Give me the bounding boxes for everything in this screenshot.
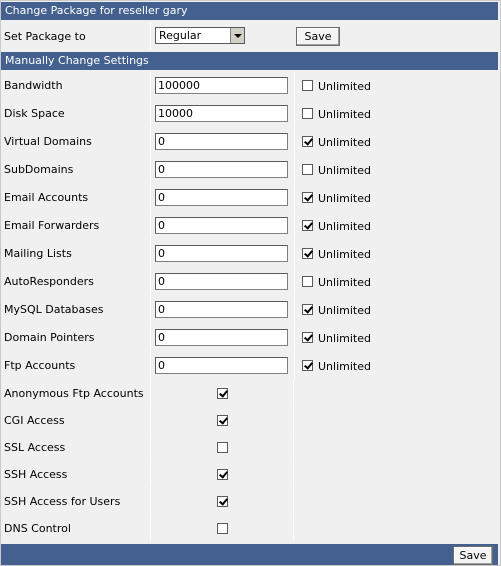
toggle-row [1,461,498,487]
column-divider [294,212,295,239]
setting-input[interactable]: 0 [155,301,288,318]
column-divider [294,184,295,211]
column-divider [293,380,294,406]
unlimited-checkbox[interactable] [302,332,313,343]
toggle-label: CGI Access [1,407,151,433]
toggle-checkbox[interactable] [217,469,228,480]
unlimited-label: Unlimited [318,164,371,177]
column-divider [294,240,295,267]
setting-label: Ftp Accounts [1,352,151,379]
unlimited-label: Unlimited [318,248,371,261]
setting-input[interactable]: 0 [155,357,288,374]
setting-label: Bandwidth [1,72,151,99]
column-divider [293,461,294,487]
column-divider [293,515,294,541]
manual-settings-header [1,52,498,70]
column-divider [294,324,295,351]
setting-input[interactable]: 100000 [155,77,288,94]
setting-input[interactable]: 0 [155,273,288,290]
setting-input[interactable]: 0 [155,133,288,150]
unlimited-checkbox[interactable] [302,136,313,147]
setting-label: AutoResponders [1,268,151,295]
toggle-row [1,488,498,514]
unlimited-label: Unlimited [318,360,371,373]
column-divider [294,156,295,183]
manual-settings-title: Manually Change Settings [5,54,149,67]
toggle-checkbox[interactable] [217,415,228,426]
toggle-row [1,515,498,541]
toggle-label: DNS Control [1,515,151,541]
column-divider [293,488,294,514]
unlimited-checkbox[interactable] [302,108,313,119]
chevron-down-icon[interactable] [230,28,244,43]
toggle-checkbox[interactable] [217,388,228,399]
setting-label: SubDomains [1,156,151,183]
package-save-button[interactable]: Save [296,27,340,46]
unlimited-label: Unlimited [318,136,371,149]
unlimited-label: Unlimited [318,332,371,345]
setting-label: MySQL Databases [1,296,151,323]
setting-input[interactable]: 0 [155,161,288,178]
column-divider [294,268,295,295]
setting-label: Domain Pointers [1,324,151,351]
toggle-row [1,380,498,406]
unlimited-checkbox[interactable] [302,220,313,231]
column-divider [294,296,295,323]
unlimited-checkbox[interactable] [302,304,313,315]
unlimited-label: Unlimited [318,80,371,93]
unlimited-label: Unlimited [318,192,371,205]
package-label: Set Package to [1,22,151,50]
toggle-row [1,434,498,460]
panel-footer [1,544,498,565]
unlimited-checkbox[interactable] [302,80,313,91]
setting-input[interactable]: 0 [155,189,288,206]
setting-label: Disk Space [1,100,151,127]
unlimited-checkbox[interactable] [302,192,313,203]
toggle-row [1,407,498,433]
panel-title: Change Package for reseller gary [5,4,188,17]
setting-label: Mailing Lists [1,240,151,267]
setting-label: Email Forwarders [1,212,151,239]
setting-label: Email Accounts [1,184,151,211]
setting-input[interactable]: 0 [155,217,288,234]
panel-header [1,2,498,20]
footer-save-button[interactable]: Save [453,546,493,565]
toggle-checkbox[interactable] [217,442,228,453]
column-divider [294,352,295,379]
unlimited-label: Unlimited [318,276,371,289]
toggle-label: Anonymous Ftp Accounts [1,380,151,406]
unlimited-label: Unlimited [318,220,371,233]
unlimited-label: Unlimited [318,304,371,317]
toggle-checkbox[interactable] [217,496,228,507]
unlimited-checkbox[interactable] [302,360,313,371]
column-divider [293,407,294,433]
package-row [1,22,498,50]
unlimited-checkbox[interactable] [302,164,313,175]
toggle-label: SSH Access [1,461,151,487]
unlimited-label: Unlimited [318,108,371,121]
unlimited-checkbox[interactable] [302,248,313,259]
toggle-label: SSL Access [1,434,151,460]
toggle-checkbox[interactable] [217,523,228,534]
unlimited-checkbox[interactable] [302,276,313,287]
column-divider [294,128,295,155]
setting-input[interactable]: 0 [155,329,288,346]
column-divider [293,434,294,460]
setting-input[interactable]: 10000 [155,105,288,122]
toggle-label: SSH Access for Users [1,488,151,514]
package-select[interactable] [155,27,245,44]
package-select-value: Regular [159,29,202,42]
column-divider [294,72,295,99]
column-divider [294,100,295,127]
setting-input[interactable]: 0 [155,245,288,262]
setting-label: Virtual Domains [1,128,151,155]
